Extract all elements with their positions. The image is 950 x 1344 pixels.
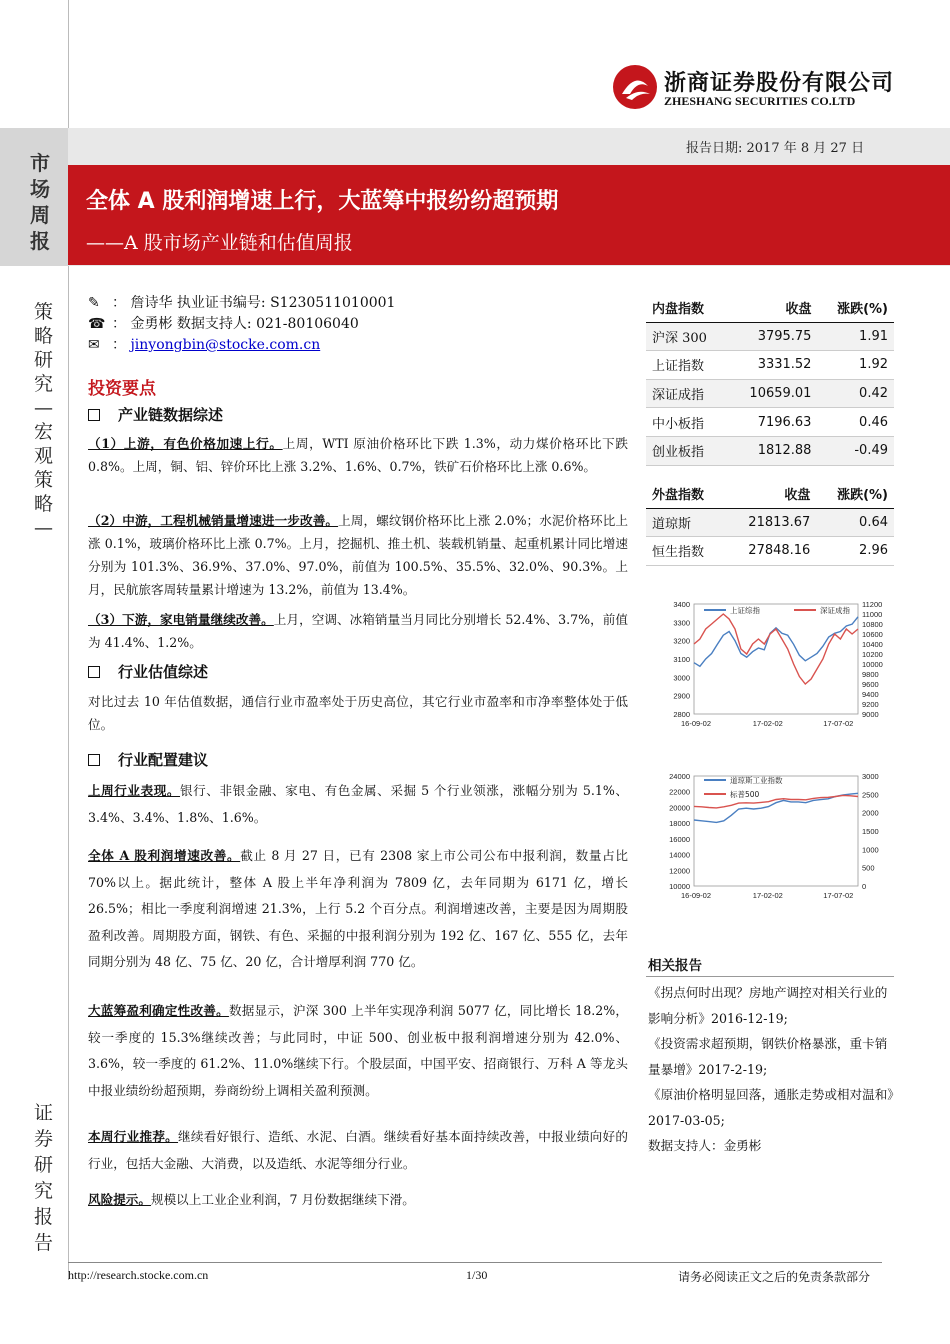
category-label: 策略研究—宏观策略—: [34, 301, 54, 539]
y-tick-label-left: 10000: [669, 882, 690, 891]
paragraph-weekly-perf: 上周行业表现。银行、非银金融、家电、有色金属、采掘 5 个行业领涨，涨幅分别为 5.1%、3.4%、3.4%、1.8%、1.6%。: [88, 783, 628, 825]
paragraph-upstream: （1）上游，有色价格加速上行。上周，WTI 原油价格环比下跌 1.3%，动力煤价格环比下跌 0.8%。上周，铜、铝、锌价环比上涨 3.2%、1.6%、0.7%，铁矿石价格环比上涨 0.6%。: [88, 436, 629, 474]
y-tick-label-left: 14000: [669, 850, 690, 860]
checkbox-bullet-icon: [88, 409, 100, 421]
table-row: 恒生指数 27848.16 2.96: [646, 537, 894, 566]
y-tick-label-left: 18000: [669, 819, 690, 829]
report-title: 全体 A 股利润增速上行，大蓝筹中报纷纷超预期: [86, 189, 559, 214]
related-report-item[interactable]: 《投资需求超预期，钢铁价格暴涨，重卡销量暴增》2017-2-19;: [648, 1036, 888, 1077]
paragraph-bluechip: 大蓝筹盈利确定性改善。数据显示，沪深 300 上半年实现净利润 5077 亿，同比增长 18.2%，较一季度的 15.3%继续改善；与此同时，中证 500、创业板中报利润增速分别为 42.0%、3.6%，较一季度的 61.2%、11.0%继续下行。个股层面，中国平安、招商银行、万科 A 等龙头中报业绩纷纷超预期，券商纷纷上调相关盈利预测。: [88, 1003, 628, 1098]
y-tick-label-left: 3200: [673, 636, 690, 646]
y-tick-label-right: 0: [862, 882, 867, 891]
heading-chain: 产业链数据综述: [88, 404, 223, 425]
heading-config: 行业配置建议: [88, 749, 208, 770]
y-tick-label-right: 9000: [862, 710, 879, 719]
y-tick-label-right: 9200: [862, 700, 879, 709]
footer-url[interactable]: http://research.stocke.com.cn: [68, 1268, 209, 1282]
heading-valuation: 行业估值综述: [88, 661, 208, 682]
x-tick-label: 17-07-02: [823, 891, 854, 900]
y-tick-label-left: 2800: [673, 710, 690, 719]
y-tick-label-right: 1500: [862, 827, 879, 836]
table-row: 沪深 300 3795.75 1.91: [646, 322, 894, 351]
x-tick-label: 16-09-02: [680, 719, 712, 728]
paragraph-midstream: （2）中游，工程机械销量增速进一步改善。上周，螺纹钢价格环比上涨 2.0%；水泥价格环比上涨 0.1%，玻璃价格环比上涨 0.7%。上月，挖掘机、推土机、装载机销量、起重机累计同比增速分别为 101.3%、36.9%、37.0%、97.0%，前值为 100.5%、35.5%、32.0%、90.3%。上月，民航旅客周转量累计增速为 13.2%，前值为 13.4%。: [88, 513, 629, 597]
y-tick-label-left: 3100: [673, 655, 690, 664]
table-row: 中小板指 7196.63 0.46: [646, 408, 894, 437]
y-tick-label-left: 3300: [673, 618, 690, 628]
company-name-cn: 浙商证券股份有限公司: [664, 71, 895, 96]
author-email-line: ✉ ： jinyongbin@stocke.com.cn: [88, 337, 321, 353]
section-title: 投资要点: [88, 379, 156, 399]
y-tick-label-right: 10600: [862, 630, 883, 639]
author-email-link[interactable]: jinyongbin@stocke.com.cn: [130, 337, 321, 353]
x-tick-label: 17-07-02: [823, 719, 854, 728]
foreign-index-table: [646, 480, 894, 566]
table-header: 外盘指数 收盘 涨跌(%): [646, 480, 894, 508]
y-tick-label-left: 24000: [669, 772, 690, 781]
y-tick-label-right: 10800: [862, 620, 883, 629]
legend-label: 标普500: [730, 790, 760, 799]
checkbox-bullet-icon: [88, 754, 100, 766]
plot-area: [694, 776, 858, 886]
x-tick-label: 17-02-02: [752, 719, 783, 728]
domestic-index-table: [646, 294, 894, 466]
paragraph-valuation: 对比过去 10 年估值数据，通信行业市盈率处于历史高位，其它行业市盈率和市净率整体处于低位。: [88, 694, 628, 732]
report-date: 报告日期: 2017 年 8 月 27 日: [686, 141, 865, 156]
page-number: 1/30: [466, 1268, 488, 1282]
divider: [646, 976, 894, 977]
company-logo-icon: [612, 64, 658, 110]
footer-disclaimer: 请务必阅读正文之后的免责条款部分: [678, 1270, 871, 1284]
y-tick-label-right: 3000: [862, 772, 879, 781]
y-tick-label-left: 20000: [669, 803, 690, 813]
paragraph-downstream: （3）下游，家电销量继续改善。上月，空调、冰箱销量当月同比分别增长 52.4%、3.7%，前值为 41.4%、1.2%。: [88, 612, 628, 650]
table-row: 创业板指 1812.88 -0.49: [646, 436, 894, 465]
paragraph-recommend: 本周行业推荐。继续看好银行、造纸、水泥、白酒。继续看好基本面持续改善，中报业绩向好的行业，包括大金融、大消费，以及造纸、水泥等细分行业。: [88, 1129, 629, 1171]
related-reports-title: 相关报告: [648, 958, 702, 974]
data-support: 数据支持人：金勇彬: [648, 1138, 762, 1153]
y-tick-label-left: 3400: [673, 600, 690, 609]
y-tick-label-right: 500: [862, 863, 875, 873]
legend-label: 道琼斯工业指数: [730, 776, 783, 785]
related-report-item[interactable]: 《原油价格明显回落，通胀走势或相对温和》2017-03-05;: [648, 1087, 894, 1128]
y-tick-label-right: 10000: [862, 660, 883, 669]
y-tick-label-right: 11000: [862, 610, 883, 619]
y-tick-label-right: 1000: [862, 845, 879, 855]
paragraph-profit-growth: 全体 A 股利润增速改善。截止 8 月 27 日，已有 2308 家上市公司公布中报利润，数量占比 70%以上。据此统计，整体 A 股上半年净利润为 7809 亿，去年同期为 6171 亿，增长 26.5%；相比一季度利润增速 21.3%，上行 5.2 个百分点。利润增速改善，主要是因为周期股盈利改善。周期股方面，钢铁、有色、采掘的中报利润分别为 192 亿、167 亿、555 亿，去年同期分别为 48 亿、75 亿、20 亿，合计增厚利润 770 亿。: [88, 848, 628, 969]
y-tick-label-left: 16000: [669, 834, 690, 844]
y-tick-label-right: 11200: [862, 600, 883, 609]
table-header: 内盘指数 收盘 涨跌(%): [646, 294, 894, 322]
related-report-item[interactable]: 《拐点何时出现？房地产调控对相关行业的影响分析》2016-12-19;: [648, 985, 888, 1026]
y-tick-label-right: 9400: [862, 690, 879, 699]
y-tick-label-left: 3000: [673, 673, 690, 683]
legend-label: 上证综指: [730, 606, 760, 615]
plot-area: [694, 604, 858, 714]
y-tick-label-right: 10200: [862, 650, 883, 659]
y-tick-label-right: 10400: [862, 640, 883, 649]
y-tick-label-left: 22000: [669, 787, 690, 797]
footer-divider: [68, 1262, 882, 1263]
legend-label: 深证成指: [820, 606, 850, 615]
x-tick-label: 16-09-02: [680, 891, 712, 900]
company-name-en: ZHESHANG SECURITIES CO.LTD: [664, 94, 856, 108]
table-row: 道琼斯 21813.67 0.64: [646, 508, 894, 537]
paragraph-risk: 风险提示。规模以上工业企业利润，7 月份数据继续下滑。: [88, 1192, 415, 1207]
author-line-2: ☎ ： 金勇彬 数据支持人: 021-80106040: [88, 316, 359, 332]
pen-icon: ✎: [88, 295, 100, 311]
report-subtitle: ——A 股市场产业链和估值周报: [86, 232, 353, 254]
report-type-label: 市场周报: [30, 151, 50, 253]
x-tick-label: 17-02-02: [752, 891, 783, 900]
author-line-1: ✎ ： 詹诗华 执业证书编号: S1230511010001: [88, 295, 396, 311]
y-tick-label-left: 2900: [673, 691, 690, 701]
y-tick-label-right: 9800: [862, 670, 879, 679]
table-row: 深证成指 10659.01 0.42: [646, 379, 894, 408]
related-reports-list: [648, 980, 896, 1159]
checkbox-bullet-icon: [88, 666, 100, 678]
mail-icon: ✉: [88, 337, 100, 353]
y-tick-label-right: 2500: [862, 790, 879, 800]
y-tick-label-left: 12000: [669, 866, 690, 876]
y-tick-label-right: 9600: [862, 680, 879, 689]
table-row: 上证指数 3331.52 1.92: [646, 351, 894, 380]
domestic-index-chart: [646, 594, 894, 744]
y-tick-label-right: 2000: [862, 808, 879, 818]
doc-type-label: 证券研究报告: [34, 1102, 54, 1254]
phone-icon: ☎: [88, 316, 106, 332]
us-index-chart: [646, 766, 894, 916]
